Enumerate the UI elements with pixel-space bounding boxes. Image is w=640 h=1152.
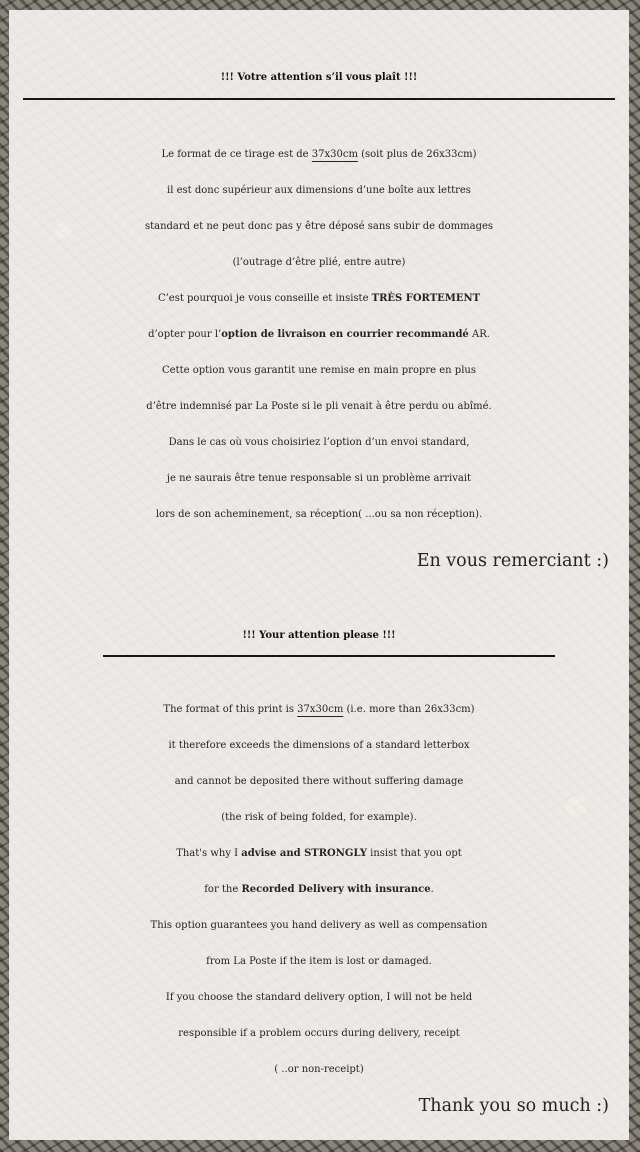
french-line-8: d’être indemnisé par La Poste si le pli venait à être perdu ou abîmé. <box>146 401 492 412</box>
text-segment: The format of this print is <box>163 704 298 715</box>
english-line-3: and cannot be deposited there without suffering damage <box>174 776 464 787</box>
notice-panel <box>9 10 629 1140</box>
french-line-6 <box>9 317 629 353</box>
text-segment: (i.e. more than 26x33cm) <box>343 704 475 715</box>
print-size: 37x30cm <box>311 149 358 160</box>
french-line-5 <box>9 281 629 317</box>
emphasis: option de livraison en courrier recommandé <box>221 329 469 340</box>
english-title-divider <box>103 655 555 657</box>
english-notice-text <box>9 692 629 1124</box>
english-line-9: If you choose the standard delivery option, I will not be held <box>165 992 473 1003</box>
print-size: 37x30cm <box>297 704 344 715</box>
french-line-10: je ne saurais être tenue responsable si un problème arrivait <box>166 473 472 484</box>
french-title: !!! Votre attention s’il vous plaît !!! <box>220 72 418 83</box>
french-thanks: En vous remerciant :) <box>416 551 609 571</box>
english-thanks: Thank you so much :) <box>418 1096 609 1116</box>
french-line-1 <box>9 137 629 173</box>
french-title-divider <box>23 98 615 100</box>
english-line-6 <box>9 872 629 908</box>
english-title: !!! Your attention please !!! <box>242 630 396 641</box>
text-segment: d’opter pour l’ <box>148 329 222 340</box>
text-segment: AR. <box>468 329 490 340</box>
french-line-7: Cette option vous garantit une remise en main propre en plus <box>162 365 476 376</box>
french-line-11: lors de son acheminement, sa réception( ...ou sa non réception). <box>155 509 483 520</box>
text-segment: insist that you opt <box>366 848 462 859</box>
text-segment: for the <box>204 884 242 895</box>
french-line-3: standard et ne peut donc pas y être déposé sans subir de dommages <box>144 221 494 232</box>
emphasis: advise and STRONGLY <box>241 848 367 859</box>
english-line-4: (the risk of being folded, for example). <box>221 812 417 823</box>
english-line-2: it therefore exceeds the dimensions of a standard letterbox <box>168 740 470 751</box>
emphasis: Recorded Delivery with insurance <box>241 884 431 895</box>
french-line-2: il est donc supérieur aux dimensions d’une boîte aux lettres <box>167 185 471 196</box>
text-segment: That's why I <box>176 848 242 859</box>
text-segment: (soit plus de 26x33cm) <box>357 149 477 160</box>
english-line-8: from La Poste if the item is lost or damaged. <box>206 956 432 967</box>
french-notice-text <box>9 137 629 579</box>
emphasis: TRÈS FORTEMENT <box>371 293 481 304</box>
text-segment: . <box>430 884 434 895</box>
french-line-4: (l’outrage d’être plié, entre autre) <box>232 257 406 268</box>
english-line-10: responsible if a problem occurs during delivery, receipt <box>178 1028 460 1039</box>
english-line-7: This option guarantees you hand delivery as well as compensation <box>150 920 488 931</box>
text-segment: Le format de ce tirage est de <box>161 149 312 160</box>
english-line-1 <box>9 692 629 728</box>
french-line-9: Dans le cas où vous choisiriez l’option d’un envoi standard, <box>168 437 470 448</box>
text-segment: C’est pourquoi je vous conseille et insiste <box>157 293 372 304</box>
english-line-5 <box>9 836 629 872</box>
english-line-11: ( ..or non-receipt) <box>274 1064 364 1075</box>
